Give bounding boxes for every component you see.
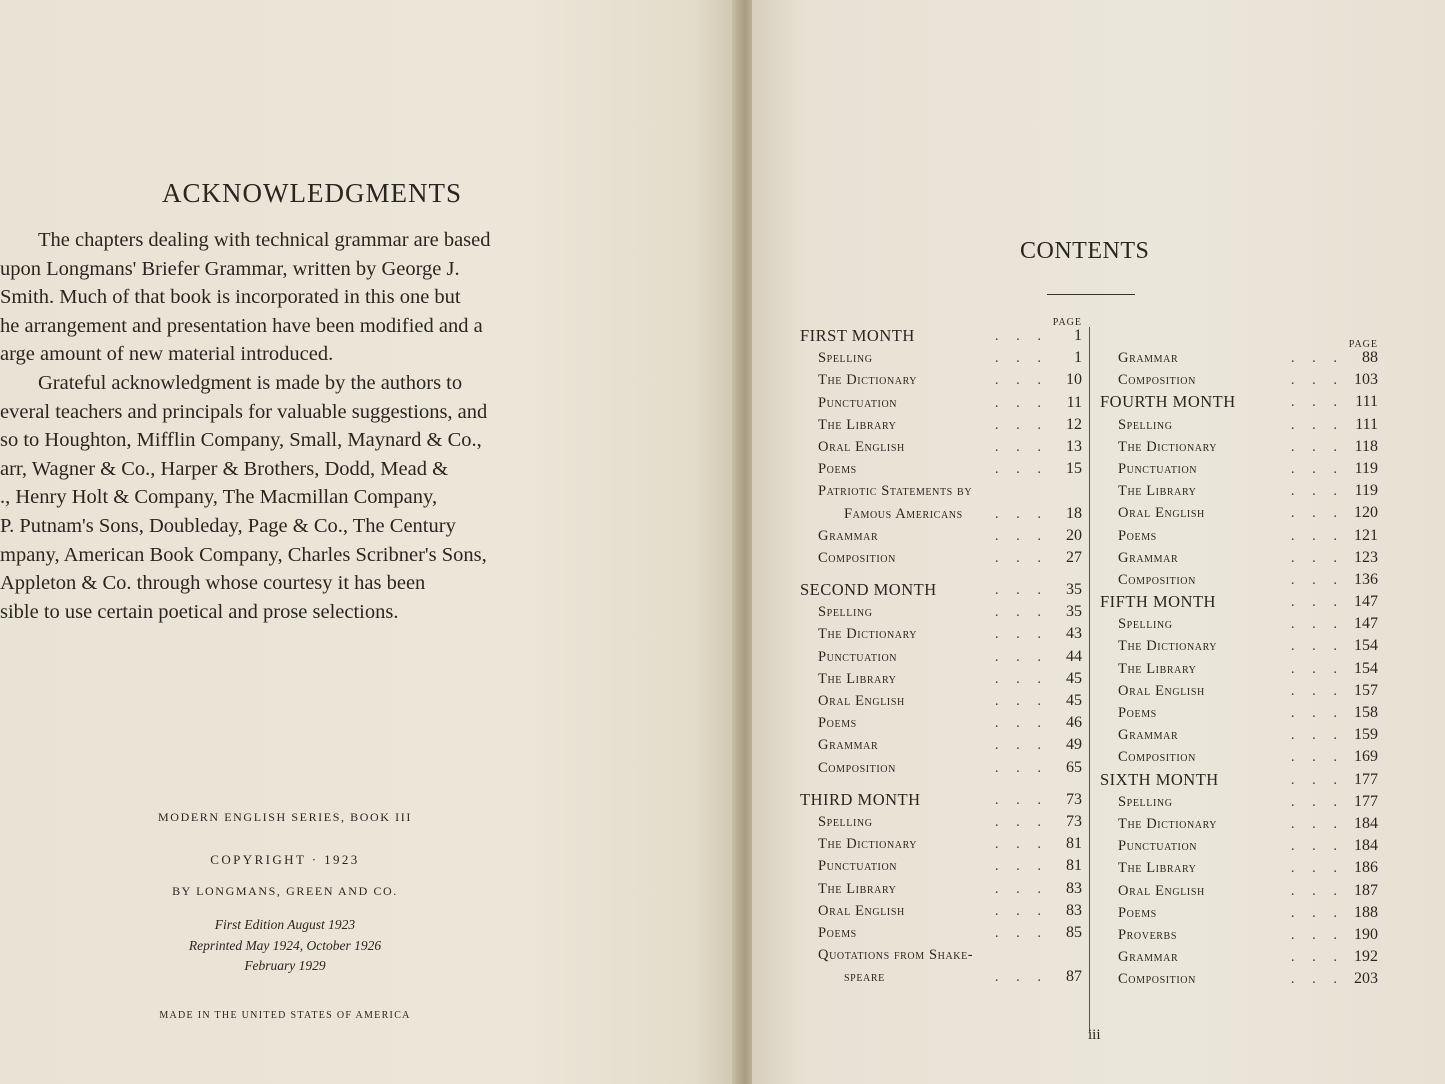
toc-entry-label: Poems xyxy=(1118,904,1157,921)
toc-month-heading xyxy=(800,790,1082,812)
toc-entry-label: Oral English xyxy=(1118,505,1205,522)
toc-entry xyxy=(800,393,1082,415)
toc-entry-label: Oral English xyxy=(1118,882,1205,899)
toc-entry xyxy=(800,415,1082,437)
toc-page-number: 184 xyxy=(1354,814,1378,832)
toc-page-number: 1 xyxy=(1074,349,1082,367)
toc-leader-dots: . . . xyxy=(1290,727,1344,744)
toc-leader-dots: . . . xyxy=(994,328,1048,344)
toc-month-heading xyxy=(1100,392,1378,414)
toc-entry-label: The Library xyxy=(1118,860,1197,877)
toc-entry-label: Composition xyxy=(1118,749,1196,766)
toc-leader-dots: . . . xyxy=(1290,549,1344,566)
toc-page-number: 188 xyxy=(1354,903,1378,921)
toc-leader-dots: . . . xyxy=(994,670,1048,687)
toc-leader-dots: . . . xyxy=(994,858,1048,875)
toc-entry xyxy=(800,758,1082,780)
toc-page-number: 177 xyxy=(1354,770,1378,788)
toc-leader-dots: . . . xyxy=(994,549,1048,566)
toc-entry-label: Composition xyxy=(1118,571,1196,588)
toc-entry-label: Grammar xyxy=(1118,549,1179,566)
toc-entry xyxy=(800,437,1082,459)
toc-page-number: 13 xyxy=(1066,437,1082,455)
toc-page-number: 20 xyxy=(1066,526,1082,544)
toc-page-number: 81 xyxy=(1066,835,1082,853)
toc-entry xyxy=(1100,570,1378,592)
toc-leader-dots: . . . xyxy=(994,715,1048,732)
toc-page-number: 15 xyxy=(1066,460,1082,478)
toc-entry xyxy=(1100,681,1378,703)
made-in-line: MADE IN THE UNITED STATES OF AMERICA xyxy=(159,1010,411,1021)
toc-entry xyxy=(1100,725,1378,747)
toc-page-number: 203 xyxy=(1354,970,1378,988)
toc-gap xyxy=(800,780,1082,790)
toc-entry-label: Composition xyxy=(818,549,896,566)
toc-entry xyxy=(800,691,1082,713)
toc-leader-dots: . . . xyxy=(1290,793,1344,810)
toc-page-number: 88 xyxy=(1362,349,1378,366)
edition-line-1: First Edition August 1923 xyxy=(214,917,356,932)
acknowledgment-line: Appleton & Co. through whose courtesy it has been xyxy=(0,572,426,595)
toc-page-number: 169 xyxy=(1354,748,1378,766)
toc-leader-dots: . . . xyxy=(1290,460,1344,477)
toc-entry-label: Spelling xyxy=(1118,793,1173,810)
toc-entry xyxy=(1100,969,1378,991)
toc-page-number: 49 xyxy=(1066,736,1082,754)
toc-entry xyxy=(1100,437,1378,459)
toc-entry-label: Grammar xyxy=(1118,949,1179,966)
page-header-left: PAGE xyxy=(1052,317,1082,328)
toc-leader-dots: . . . xyxy=(994,461,1048,478)
toc-leader-dots: . . . xyxy=(1290,350,1344,366)
toc-leader-dots: . . . xyxy=(994,880,1048,897)
toc-entry-label: SIXTH MONTH xyxy=(1100,769,1219,789)
toc-entry xyxy=(1100,703,1378,725)
acknowledgments-title: ACKNOWLEDGMENTS xyxy=(162,178,462,208)
toc-leader-dots: . . . xyxy=(994,416,1048,433)
toc-leader-dots: . . . xyxy=(994,759,1048,776)
toc-entry-label: The Library xyxy=(818,880,897,897)
toc-entry xyxy=(1100,792,1378,814)
toc-page-number: 1 xyxy=(1074,327,1082,344)
toc-leader-dots: . . . xyxy=(1290,438,1344,455)
toc-entry xyxy=(800,967,1082,989)
acknowledgment-line: upon Longmans' Briefer Grammar, written by George J. xyxy=(0,257,460,280)
toc-page-number: 45 xyxy=(1066,692,1082,709)
toc-entry-label: Poems xyxy=(1118,705,1157,721)
toc-entry-label: SECOND MONTH xyxy=(800,580,937,600)
toc-entry xyxy=(800,504,1082,526)
toc-leader-dots: . . . xyxy=(994,505,1048,522)
toc-page-number: 83 xyxy=(1066,879,1082,897)
acknowledgment-line: mpany, American Book Company, Charles Scribner's Sons, xyxy=(0,543,487,566)
toc-page-number: 119 xyxy=(1354,482,1378,500)
toc-entry xyxy=(1100,659,1378,681)
toc-page-number: 119 xyxy=(1354,459,1378,477)
toc-leader-dots: . . . xyxy=(994,737,1048,754)
toc-entry xyxy=(1100,415,1378,437)
toc-month-heading xyxy=(800,326,1082,348)
toc-entry-label: Punctuation xyxy=(1118,460,1198,477)
toc-page-number: 184 xyxy=(1354,837,1378,855)
toc-leader-dots: . . . xyxy=(1290,971,1344,988)
toc-entry-label: Spelling xyxy=(818,350,873,367)
toc-entry-label: Oral English xyxy=(818,693,905,709)
toc-page-number: 123 xyxy=(1354,548,1378,566)
toc-entry-label: Punctuation xyxy=(818,394,898,411)
toc-entry-label: Oral English xyxy=(1118,682,1205,699)
toc-page-number: 83 xyxy=(1066,901,1082,919)
toc-entry-label: Patriotic Statements by xyxy=(818,483,973,500)
toc-leader-dots: . . . xyxy=(994,693,1048,709)
toc-page-number: 136 xyxy=(1354,570,1378,588)
toc-entry-label: THIRD MONTH xyxy=(800,789,921,809)
acknowledgment-line: Smith. Much of that book is incorporated in this one but xyxy=(0,286,461,309)
toc-page-number: 147 xyxy=(1354,593,1378,611)
toc-entry-label: Grammar xyxy=(1118,727,1179,744)
page-header-right: PAGE xyxy=(1348,339,1378,350)
toc-leader-dots: . . . xyxy=(1290,705,1344,721)
toc-leader-dots: . . . xyxy=(994,924,1048,941)
toc-leader-dots: . . . xyxy=(1290,372,1344,389)
toc-entry xyxy=(800,548,1082,570)
toc-page-number: 73 xyxy=(1066,790,1082,808)
toc-month-heading xyxy=(1100,592,1378,614)
toc-entry xyxy=(800,945,1082,967)
toc-entry-label: The Dictionary xyxy=(1118,638,1218,655)
toc-page-number: 65 xyxy=(1066,758,1082,776)
acknowledgments-body xyxy=(0,226,632,626)
toc-entry xyxy=(1100,881,1378,903)
toc-page-number: 118 xyxy=(1354,437,1378,455)
toc-page-number: 73 xyxy=(1066,812,1082,830)
toc-entry-label: Poems xyxy=(818,924,857,941)
toc-entry xyxy=(800,481,1082,503)
toc-entry-label: The Library xyxy=(818,416,897,433)
acknowledgment-line: so to Houghton, Mifflin Company, Small, Maynard & Co., xyxy=(0,429,482,452)
edition-line-3: February 1929 xyxy=(244,958,326,973)
toc-entry xyxy=(1100,503,1378,525)
toc-leader-dots: . . . xyxy=(1290,483,1344,500)
toc-page-number: 43 xyxy=(1066,625,1082,643)
toc-leader-dots: . . . xyxy=(1290,660,1344,677)
toc-leader-dots: . . . xyxy=(1290,638,1344,655)
copyright-line: COPYRIGHT · 1923 xyxy=(210,852,360,867)
toc-entry-label: The Dictionary xyxy=(1118,815,1218,832)
acknowledgment-line: sible to use certain poetical and prose selections. xyxy=(0,600,399,623)
toc-entry xyxy=(1100,747,1378,769)
toc-page-number: 85 xyxy=(1066,923,1082,941)
toc-page-number: 190 xyxy=(1354,925,1378,943)
toc-leader-dots: . . . xyxy=(1290,416,1344,433)
toc-entry xyxy=(800,526,1082,548)
toc-page-number: 177 xyxy=(1354,792,1378,810)
toc-leader-dots: . . . xyxy=(1290,682,1344,699)
toc-leader-dots: . . . xyxy=(1290,926,1344,943)
toc-leader-dots: . . . xyxy=(994,902,1048,919)
toc-entry-label: Composition xyxy=(1118,971,1196,988)
toc-entry-label: Poems xyxy=(818,715,857,732)
toc-page-number: 11 xyxy=(1066,393,1082,411)
toc-entry xyxy=(800,669,1082,691)
toc-page-number: 121 xyxy=(1354,526,1378,544)
toc-page-number: 159 xyxy=(1354,726,1378,744)
toc-leader-dots: . . . xyxy=(1290,882,1344,899)
toc-page-number: 187 xyxy=(1354,881,1378,899)
toc-entry xyxy=(800,348,1082,370)
toc-entry-label: The Library xyxy=(1118,660,1197,677)
toc-page-number: 46 xyxy=(1066,714,1082,732)
toc-month-heading xyxy=(1100,770,1378,792)
toc-entry xyxy=(800,923,1082,945)
toc-entry-label: Famous Americans xyxy=(844,505,963,522)
toc-page-number: 111 xyxy=(1355,393,1378,411)
contents-title: CONTENTS xyxy=(1020,238,1150,264)
toc-entry-label: The Dictionary xyxy=(818,836,918,853)
toc-leader-dots: . . . xyxy=(994,372,1048,389)
toc-entry-label: Punctuation xyxy=(818,648,898,665)
toc-entry-label: Poems xyxy=(818,461,857,478)
toc-entry xyxy=(800,856,1082,878)
toc-entry xyxy=(1100,481,1378,503)
acknowledgment-line: Grateful acknowledgment is made by the authors to xyxy=(38,371,463,394)
toc-leader-dots: . . . xyxy=(1290,749,1344,766)
toc-entry xyxy=(1100,836,1378,858)
toc-entry-label: FIRST MONTH xyxy=(800,326,915,345)
toc-leader-dots: . . . xyxy=(1290,616,1344,633)
toc-entry-label: FOURTH MONTH xyxy=(1100,392,1236,412)
series-line: MODERN ENGLISH SERIES, BOOK III xyxy=(158,810,412,824)
toc-entry-label: The Dictionary xyxy=(818,372,918,389)
toc-entry-label: Composition xyxy=(1118,372,1196,389)
toc-entry-label: Spelling xyxy=(818,604,873,621)
toc-page-number: 154 xyxy=(1354,637,1378,655)
toc-page-number: 87 xyxy=(1066,968,1082,986)
toc-page-number: 12 xyxy=(1066,415,1082,433)
toc-page-number: 45 xyxy=(1066,669,1082,687)
toc-entry-label: Punctuation xyxy=(818,858,898,875)
toc-entry-label: Quotations from Shake- xyxy=(818,947,974,964)
toc-entry xyxy=(1100,614,1378,636)
toc-page-number: 158 xyxy=(1354,704,1378,721)
toc-entry xyxy=(1100,814,1378,836)
toc-entry-label: Oral English xyxy=(818,902,905,919)
toc-entry xyxy=(800,602,1082,624)
toc-leader-dots: . . . xyxy=(1290,860,1344,877)
toc-entry xyxy=(800,370,1082,392)
toc-entry xyxy=(1100,947,1378,969)
toc-entry-label: Composition xyxy=(818,759,896,776)
toc-entry xyxy=(800,901,1082,923)
toc-entry xyxy=(800,459,1082,481)
toc-entry-label: Spelling xyxy=(1118,616,1173,633)
toc-leader-dots: . . . xyxy=(994,438,1048,455)
toc-leader-dots: . . . xyxy=(1290,949,1344,966)
toc-entry xyxy=(1100,903,1378,925)
toc-leader-dots: . . . xyxy=(994,604,1048,621)
toc-entry-label: Grammar xyxy=(818,737,879,754)
toc-leader-dots: . . . xyxy=(994,969,1048,986)
toc-leader-dots: . . . xyxy=(1290,527,1344,544)
title-rule xyxy=(1047,294,1135,295)
toc-entry xyxy=(800,735,1082,757)
toc-page-number: 10 xyxy=(1066,371,1082,389)
toc-page-number: 157 xyxy=(1354,681,1378,699)
toc-entry xyxy=(1100,858,1378,880)
toc-leader-dots: . . . xyxy=(1290,815,1344,832)
toc-leader-dots: . . . xyxy=(994,791,1048,808)
toc-leader-dots: . . . xyxy=(1290,505,1344,522)
toc-entry-label: Spelling xyxy=(818,813,873,830)
publisher-line: BY LONGMANS, GREEN AND CO. xyxy=(172,884,398,898)
toc-entry-label: The Dictionary xyxy=(818,626,918,643)
toc-entry xyxy=(1100,526,1378,548)
toc-leader-dots: . . . xyxy=(994,836,1048,853)
edition-line-2: Reprinted May 1924, October 1926 xyxy=(188,938,382,953)
toc-leader-dots: . . . xyxy=(994,394,1048,411)
toc-page-number: 154 xyxy=(1354,659,1378,677)
toc-gap xyxy=(800,570,1082,580)
toc-entry xyxy=(1100,925,1378,947)
toc-leader-dots: . . . xyxy=(1290,838,1344,855)
page-number: iii xyxy=(1088,1027,1101,1043)
toc-entry-label: Spelling xyxy=(1118,416,1173,433)
toc-page-number: 18 xyxy=(1066,504,1082,522)
toc-leader-dots: . . . xyxy=(1290,594,1344,611)
toc-entry xyxy=(1100,370,1378,392)
toc-entry xyxy=(1100,548,1378,570)
toc-entry xyxy=(1100,348,1378,370)
toc-entry xyxy=(1100,459,1378,481)
toc-entry xyxy=(800,834,1082,856)
toc-page-number: 186 xyxy=(1354,859,1378,877)
toc-leader-dots: . . . xyxy=(1290,904,1344,921)
toc-leader-dots: . . . xyxy=(994,582,1048,599)
toc-entry-label: The Library xyxy=(1118,483,1197,500)
acknowledgment-line: ., Henry Holt & Company, The Macmillan Company, xyxy=(0,486,438,509)
toc-entry-label: Grammar xyxy=(1118,350,1179,366)
acknowledgment-line: he arrangement and presentation have been modified and a xyxy=(0,314,483,337)
toc-page-number: 103 xyxy=(1354,371,1378,389)
acknowledgment-line: The chapters dealing with technical grammar are based xyxy=(38,229,491,251)
toc-leader-dots: . . . xyxy=(994,648,1048,665)
toc-entry-label: The Dictionary xyxy=(1118,438,1218,455)
toc-entry-label: Grammar xyxy=(818,527,879,544)
toc-leader-dots: . . . xyxy=(1290,571,1344,588)
toc-leader-dots: . . . xyxy=(994,527,1048,544)
toc-month-heading xyxy=(800,580,1082,602)
toc-left-column xyxy=(800,317,1082,989)
toc-entry xyxy=(800,812,1082,834)
toc-page-number: 44 xyxy=(1066,647,1082,665)
toc-page-number: 35 xyxy=(1066,603,1082,621)
toc-entry xyxy=(800,879,1082,901)
toc-entry xyxy=(800,624,1082,646)
toc-entry-label: The Library xyxy=(818,670,897,687)
toc-page-number: 81 xyxy=(1066,857,1082,875)
toc-entry xyxy=(1100,636,1378,658)
toc-page-number: 147 xyxy=(1354,615,1378,633)
toc-page-number: 27 xyxy=(1066,548,1082,566)
toc-entry-label: Punctuation xyxy=(1118,838,1198,855)
toc-right-column xyxy=(1100,339,1378,991)
toc-page-number: 111 xyxy=(1355,415,1378,433)
acknowledgment-line: arge amount of new material introduced. xyxy=(0,343,334,366)
toc-page-number: 120 xyxy=(1354,504,1378,522)
acknowledgment-line: everal teachers and principals for valuable suggestions, and xyxy=(0,400,488,423)
toc-entry-label: FIFTH MONTH xyxy=(1100,592,1216,612)
toc-page-number: 35 xyxy=(1066,581,1082,599)
toc-page-number: 192 xyxy=(1354,948,1378,966)
toc-leader-dots: . . . xyxy=(994,626,1048,643)
column-divider xyxy=(1089,327,1090,1032)
toc-entry-label: Proverbs xyxy=(1118,926,1177,943)
toc-entry xyxy=(800,713,1082,735)
acknowledgment-line: arr, Wagner & Co., Harper & Brothers, Dodd, Mead & xyxy=(0,457,449,480)
toc-leader-dots: . . . xyxy=(1290,771,1344,788)
acknowledgment-line: P. Putnam's Sons, Doubleday, Page & Co., The Century xyxy=(0,514,456,537)
toc-leader-dots: . . . xyxy=(1290,394,1344,411)
toc-entry xyxy=(800,647,1082,669)
toc-entry-label: speare xyxy=(844,969,885,986)
toc-leader-dots: . . . xyxy=(994,813,1048,830)
toc-leader-dots: . . . xyxy=(994,350,1048,367)
toc-entry-label: Oral English xyxy=(818,438,905,455)
toc-entry-label: Poems xyxy=(1118,527,1157,544)
